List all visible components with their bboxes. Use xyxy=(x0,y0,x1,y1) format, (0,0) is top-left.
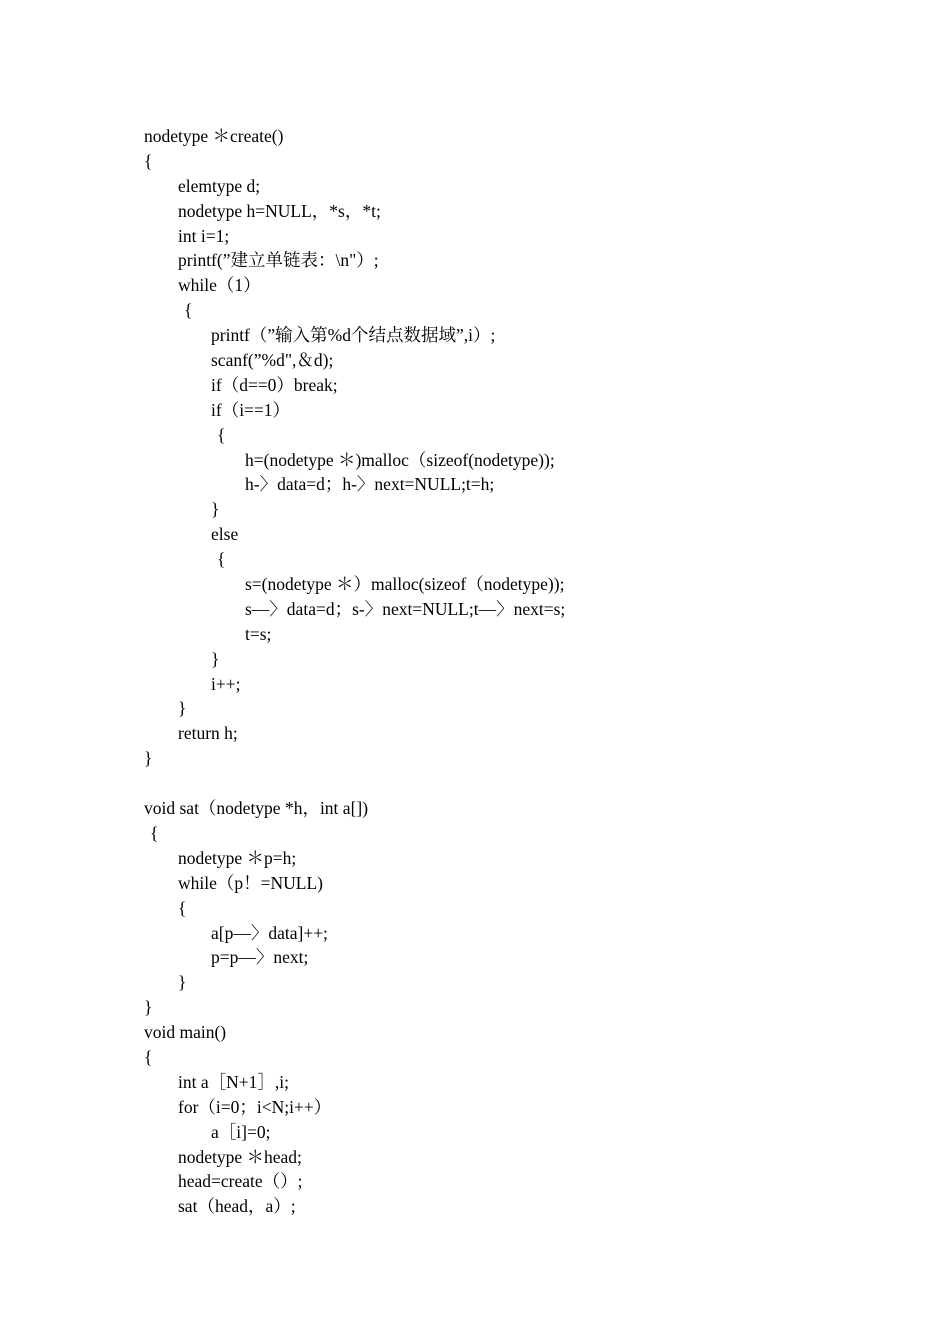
code-line: nodetype ＊p=h; xyxy=(178,847,297,868)
code-line: printf(”建立单链表：\n"）; xyxy=(178,250,379,271)
code-line: elemtype d; xyxy=(178,175,261,196)
code-line: scanf(”%d",＆d); xyxy=(211,350,334,371)
code-line: a[p—〉data]++; xyxy=(211,922,328,943)
code-line: t=s; xyxy=(245,623,272,644)
code-line: while（1） xyxy=(178,275,261,296)
code-line: } xyxy=(144,748,153,769)
code-line: { xyxy=(217,549,226,570)
code-line: if（i==1） xyxy=(211,399,291,420)
code-line: } xyxy=(144,997,153,1018)
code-line: s=(nodetype ＊）malloc(sizeof（nodetype)); xyxy=(245,574,565,595)
code-line: void main() xyxy=(144,1022,227,1043)
code-line: } xyxy=(211,648,220,669)
code-line: else xyxy=(211,524,239,545)
code-line: } xyxy=(211,499,220,520)
code-line: int a［N+1］,i; xyxy=(178,1071,289,1092)
code-line: for（i=0；i<N;i++） xyxy=(178,1096,332,1117)
code-line: int i=1; xyxy=(178,225,230,246)
code-line: void sat（nodetype *h，int a[]) xyxy=(144,798,369,819)
code-line: sat（head，a）; xyxy=(178,1196,296,1217)
code-line: { xyxy=(184,300,193,321)
code-line: { xyxy=(217,424,226,445)
code-line: } xyxy=(178,698,187,719)
code-line: return h; xyxy=(178,723,238,744)
code-line: nodetype ＊head; xyxy=(178,1146,302,1167)
code-line: head=create（）; xyxy=(178,1171,303,1192)
code-line: nodetype h=NULL，*s，*t; xyxy=(178,200,381,221)
code-line: if（d==0）break; xyxy=(211,374,338,395)
code-line: i++; xyxy=(211,673,241,694)
code-line: s—〉data=d；s-〉next=NULL;t—〉next=s; xyxy=(245,598,566,619)
code-line: { xyxy=(144,1046,153,1067)
code-line: { xyxy=(178,897,187,918)
code-line: h=(nodetype ＊)malloc（sizeof(nodetype)); xyxy=(245,449,555,470)
code-listing xyxy=(144,124,844,1219)
code-line: { xyxy=(144,150,153,171)
code-line: { xyxy=(150,822,159,843)
code-line: h-〉data=d；h-〉next=NULL;t=h; xyxy=(245,474,495,495)
blank-line xyxy=(144,771,844,796)
code-line: a［i]=0; xyxy=(211,1121,271,1142)
code-line: } xyxy=(178,972,187,993)
code-line: p=p—〉next; xyxy=(211,947,309,968)
code-line: while（p！=NULL) xyxy=(178,872,323,893)
code-line: nodetype ＊create() xyxy=(144,126,284,146)
code-line: printf（”输入第%d个结点数据域”,i）; xyxy=(211,325,496,346)
